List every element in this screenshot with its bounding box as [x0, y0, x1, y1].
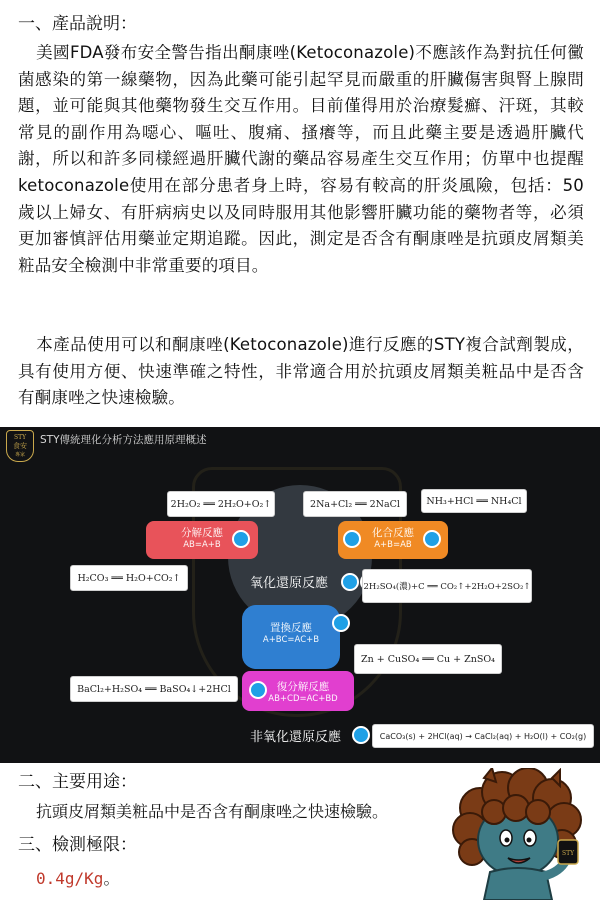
mascot-badge-text: STY — [561, 850, 575, 857]
equation-text: 2H₂SO₄(濃)+C ══ CO₂↑+2H₂O+2SO₂↑ — [363, 582, 531, 592]
description-text-2: 本產品使用可以和酮康唑(Ketoconazole)進行反應的STY複合試劑製成，具有使用方便、快速準確之特性，非常適合用於抗頭皮屑類美粧品中是否含有酮康唑之快速檢驗。 — [18, 335, 584, 408]
sty-logo — [6, 430, 34, 462]
equation-zinc-copper — [354, 644, 502, 674]
replacement-formula: A+BC=AC+B — [262, 635, 320, 645]
equation-text: Zn + CuSO₄ ══ Cu + ZnSO₄ — [361, 653, 495, 665]
equation-text: NH₃+HCl ══ NH₄Cl — [426, 495, 522, 507]
combination-dot-icon — [343, 530, 361, 548]
logo-text-mid: 食安 — [13, 442, 27, 450]
diagram-heading: STY傳統理化分析方法應用原理概述 — [40, 434, 207, 446]
section-2-title: 二、主要用途： — [18, 772, 137, 792]
equation-text: CaCO₃(s) + 2HCl(aq) → CaCl₂(aq) + H₂O(l) + CO₂(g) — [379, 731, 587, 741]
decomposition-name: 分解反應 — [181, 527, 223, 539]
logo-text-top: STY — [13, 434, 27, 441]
non-redox-reaction-label: 非氧化還原反應 — [250, 730, 342, 745]
non-redox-dot-icon — [352, 726, 370, 744]
double-decomposition-formula: AB+CD=AC+BD — [268, 694, 338, 704]
main-use-text: 抗頭皮屑類美粧品中是否含有酮康唑之快速檢驗。 — [36, 802, 389, 821]
detection-limit-suffix: 。 — [103, 869, 120, 888]
equation-sulfuric-carbon — [362, 569, 532, 603]
equation-sodium-chlorine — [303, 491, 407, 517]
combination-formula: A+B=AB — [374, 540, 412, 550]
equation-calcium-carbonate — [372, 724, 594, 748]
description-paragraph-2 — [18, 332, 584, 412]
mascot-illustration — [440, 768, 600, 900]
replacement-dot-icon — [332, 614, 350, 632]
double-decomposition-name: 復分解反應 — [276, 681, 330, 693]
redox-dot-icon — [341, 573, 359, 591]
description-text-1: 美國FDA發布安全警告指出酮康唑(Ketoconazole)不應該作為對抗任何黴菌感染的第一線藥物，因為此藥可能引起罕見而嚴重的肝臟傷害與腎上腺問題，並可能與其他藥物發生交互作用。目前僅得用於治療髮癬、汗斑，其較常見的副作用為噁心、嘔吐、腹痛、搔癢等，而且此藥主要是透過肝臟代謝，所以和許多同樣經過肝臟代謝的藥品容易產生交互作用；仿單中也提醒ketoconazole使用在部分患者身上時，容易有較高的肝炎風險，包括：50歲以上婦女、有肝病病史以及同時服用其他影響肝臟功能的藥物者等，必須更加審慎評估用藥並定期追蹤。因此，測定是否含有酮康唑是抗頭皮屑類美粧品安全檢測中非常重要的項目。 — [18, 43, 584, 275]
section-1-title: 一、產品說明： — [18, 14, 137, 34]
replacement-name: 置換反應 — [270, 622, 312, 634]
detection-limit-value: 0.4g/Kg — [36, 869, 104, 888]
combination-dot-right-icon — [423, 530, 441, 548]
redox-reaction-label: 氧化還原反應 — [250, 576, 329, 591]
equation-text: 2H₂O₂ ══ 2H₂O+O₂↑ — [170, 498, 272, 510]
equation-barium-sulfate — [70, 676, 238, 702]
equation-ammonia — [421, 489, 527, 513]
section-3-title: 三、檢測極限： — [18, 835, 137, 855]
detection-limit — [36, 866, 119, 889]
equation-text: 2Na+Cl₂ ══ 2NaCl — [310, 498, 400, 510]
decomposition-formula: AB=A+B — [183, 540, 221, 550]
equation-text: BaCl₂+H₂SO₄ ══ BaSO₄↓+2HCl — [77, 683, 231, 695]
reaction-principles-diagram — [0, 427, 600, 763]
description-paragraph-1 — [18, 40, 584, 279]
equation-peroxide-decomposition — [167, 491, 275, 517]
equation-text: H₂CO₃ ══ H₂O+CO₂↑ — [77, 572, 181, 584]
replacement-reaction-box — [242, 605, 340, 669]
combination-name: 化合反應 — [372, 527, 414, 539]
double-decomposition-dot-icon — [249, 681, 267, 699]
decomposition-dot-icon — [232, 530, 250, 548]
equation-carbonic-acid — [70, 565, 188, 591]
logo-text-bottom: 專家 — [14, 452, 25, 458]
